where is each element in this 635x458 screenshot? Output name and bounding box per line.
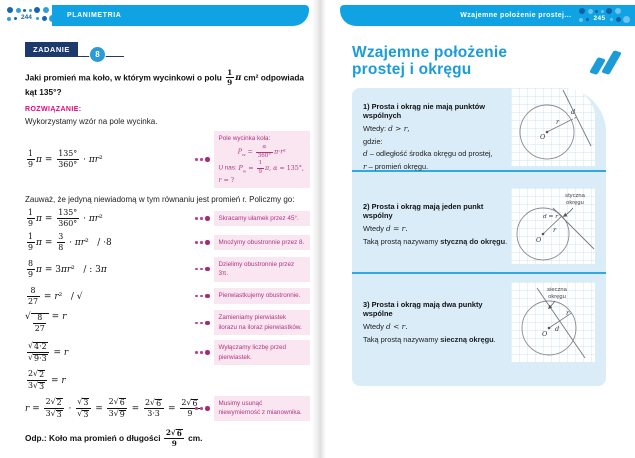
section-heading: 2) Prosta i okrąg mają jeden punkt wspólny bbox=[363, 202, 484, 220]
note-wrap bbox=[195, 257, 310, 282]
secant-label-line2: okręgu bbox=[548, 294, 566, 300]
note-formula: $P_w$ = $\frac{\alpha}{360^\circ}$ π·r² bbox=[237, 144, 286, 159]
step-note: Wyłączamy liczbę przed pierwiastek. bbox=[214, 340, 311, 365]
solution-step bbox=[25, 131, 310, 188]
solution-step bbox=[25, 233, 310, 252]
answer-text: Odp.: Koło ma promień o długości 2 √ 6 9 cm. bbox=[25, 427, 203, 449]
radius-label: r bbox=[566, 309, 570, 317]
section-text bbox=[352, 88, 511, 170]
task-question: Jaki promień ma koło, w którym wycinkowi o polu $\frac{1}{9}$ π cm² odpowiada kąt 135°? bbox=[25, 68, 305, 97]
page-title: Wzajemne położenie prostej i okręgu bbox=[352, 44, 508, 79]
step-note: Skracamy ułamek przez 45°. bbox=[214, 211, 311, 226]
section-text-line: d – odległość środka okręgu od prostej, bbox=[363, 149, 493, 158]
center-label: O bbox=[536, 236, 542, 244]
note-wrap bbox=[195, 235, 310, 250]
section-text-line: Wtedy d = r. bbox=[363, 224, 408, 233]
tangent-label-line1: styczna bbox=[565, 193, 585, 199]
step-note: Musimy usunąć niewymierność z mianownika. bbox=[214, 396, 311, 421]
step-note: Dzielimy obustronnie przez 3π. bbox=[214, 257, 311, 282]
chapter-title: PLANIMETRIA bbox=[67, 12, 122, 19]
radius-label: r bbox=[553, 226, 557, 234]
note-line: U nas: $P_w$ = $\frac{1}{9}$ π, α = 135°, r = ? bbox=[218, 160, 304, 184]
section-no-common-points bbox=[352, 88, 606, 170]
step-equation: $\frac{8}{9}$ π = 3πr² / : 3π bbox=[28, 258, 107, 279]
step-equation: $\frac{1}{9}$ π = $\frac{135^\circ}{360^\circ}$ · πr² bbox=[28, 149, 103, 169]
solution-step bbox=[25, 209, 310, 228]
section-text bbox=[352, 274, 511, 386]
center-label: O bbox=[540, 133, 546, 141]
step-note: Zamieniamy pierwiastek ilorazu na iloraz pierwiastków. bbox=[214, 310, 311, 335]
section-text-line: Taką prostą nazywamy styczną do okręgu. bbox=[363, 236, 508, 246]
step-note: Pierwiastkujemy obustronnie. bbox=[214, 288, 311, 303]
step-note: Mnożymy obustronnie przez 8. bbox=[214, 235, 311, 250]
solution-step bbox=[25, 340, 310, 365]
page-number: 245 bbox=[593, 15, 606, 23]
step-equation: √ $\frac{8}{27}$ = r bbox=[25, 312, 67, 334]
section-heading: 1) Prosta i okrąg nie mają punktów wspólnych bbox=[363, 102, 485, 120]
note-wrap bbox=[195, 340, 310, 365]
note-wrap bbox=[195, 310, 310, 335]
observation-text: Zauważ, że jedyną niewiadomą w tym równaniu jest promień r. Policzmy go: bbox=[25, 195, 295, 205]
left-page bbox=[0, 0, 312, 458]
radius-label: r bbox=[556, 118, 560, 126]
solution-intro: Wykorzystamy wzór na pole wycinka. bbox=[25, 116, 158, 126]
secant-label-line1: sieczna bbox=[547, 287, 567, 293]
note-line: Pole wycinka koła: bbox=[218, 134, 271, 142]
solution-steps-list bbox=[25, 209, 310, 421]
task-number-badge: 8 bbox=[89, 46, 106, 63]
leader-dots-icon bbox=[195, 216, 210, 221]
leader-dots-icon bbox=[195, 294, 210, 299]
step-equation: r = 2 √ 2 3 √ 3 · √ 3 √ 3 = 2 √ 6 3 √ 9 = 2 √ 6 3·3 = 2 √ 6 9 bbox=[25, 398, 195, 419]
dots-row bbox=[579, 16, 630, 23]
task-label: ZADANIE bbox=[25, 42, 78, 57]
dots-decoration bbox=[579, 8, 630, 23]
right-page bbox=[326, 0, 635, 458]
section-tangent bbox=[352, 172, 606, 272]
step-equation: √ 4·2 √ 9·3 = r bbox=[28, 341, 69, 364]
diagram-tangent-line bbox=[511, 188, 595, 264]
solution-step bbox=[25, 396, 310, 421]
leader-dots-icon bbox=[195, 406, 210, 411]
solution-label: ROZWIĄZANIE: bbox=[25, 105, 82, 113]
book-spine bbox=[312, 0, 326, 458]
equality-label: d = r bbox=[542, 214, 558, 220]
dots-decoration bbox=[7, 7, 56, 22]
leader-dots-icon bbox=[195, 350, 210, 355]
solution-step bbox=[25, 287, 310, 306]
leader-dots-icon bbox=[195, 240, 210, 245]
leader-dots-icon bbox=[195, 321, 210, 326]
left-page-content bbox=[25, 40, 310, 447]
diagram-line-outside-circle bbox=[511, 88, 595, 166]
note-wrap bbox=[195, 288, 310, 303]
dots-row bbox=[7, 15, 56, 22]
section-heading: 3) Prosta i okrąg mają dwa punkty wspólne bbox=[363, 300, 483, 318]
solution-step bbox=[25, 257, 310, 282]
section-secant bbox=[352, 274, 606, 386]
step-equation: $\frac{8}{27}$ = r² / √ bbox=[28, 285, 83, 306]
content-box bbox=[352, 88, 606, 386]
double-slash-icon bbox=[588, 49, 630, 85]
header-bar bbox=[340, 5, 635, 26]
step-equation: 2 √ 2 3 √ 3 = r bbox=[28, 369, 66, 392]
section-text-line: r – promień okręgu. bbox=[363, 161, 429, 171]
formula-note-box bbox=[214, 131, 311, 188]
note-wrap bbox=[195, 211, 310, 226]
note-wrap bbox=[195, 396, 310, 421]
note-wrap bbox=[195, 131, 310, 188]
leader-dots-icon bbox=[195, 157, 210, 162]
section-title-header: Wzajemne położenie prostej... bbox=[460, 12, 572, 19]
tangent-label-line2: okręgu bbox=[566, 200, 584, 206]
distance-label: d bbox=[571, 108, 576, 116]
solution-step bbox=[25, 370, 310, 391]
task-header bbox=[25, 40, 124, 57]
leader-dots-icon bbox=[195, 267, 210, 272]
section-text-line: Wtedy: d > r, bbox=[363, 124, 410, 133]
section-text-line: Wtedy d < r. bbox=[363, 322, 408, 331]
dots-row bbox=[7, 7, 56, 13]
section-text-line: gdzie: bbox=[363, 136, 383, 146]
diagram-secant-line bbox=[511, 282, 595, 362]
dots-row bbox=[579, 8, 630, 14]
center-label: O bbox=[542, 330, 548, 338]
step-equation: $\frac{1}{9}$ π = $\frac{135^\circ}{360^\circ}$ · πr² bbox=[28, 208, 103, 228]
page-number: 244 bbox=[21, 14, 32, 22]
section-text bbox=[352, 172, 511, 272]
header-bar bbox=[52, 5, 309, 26]
distance-label: d bbox=[555, 325, 560, 333]
section-text-line: Taką prostą nazywamy sieczną okręgu. bbox=[363, 334, 496, 344]
solution-step bbox=[25, 310, 310, 335]
step-equation: $\frac{1}{9}$ π = $\frac{3}{8}$ · πr² / ·8 bbox=[28, 231, 112, 252]
